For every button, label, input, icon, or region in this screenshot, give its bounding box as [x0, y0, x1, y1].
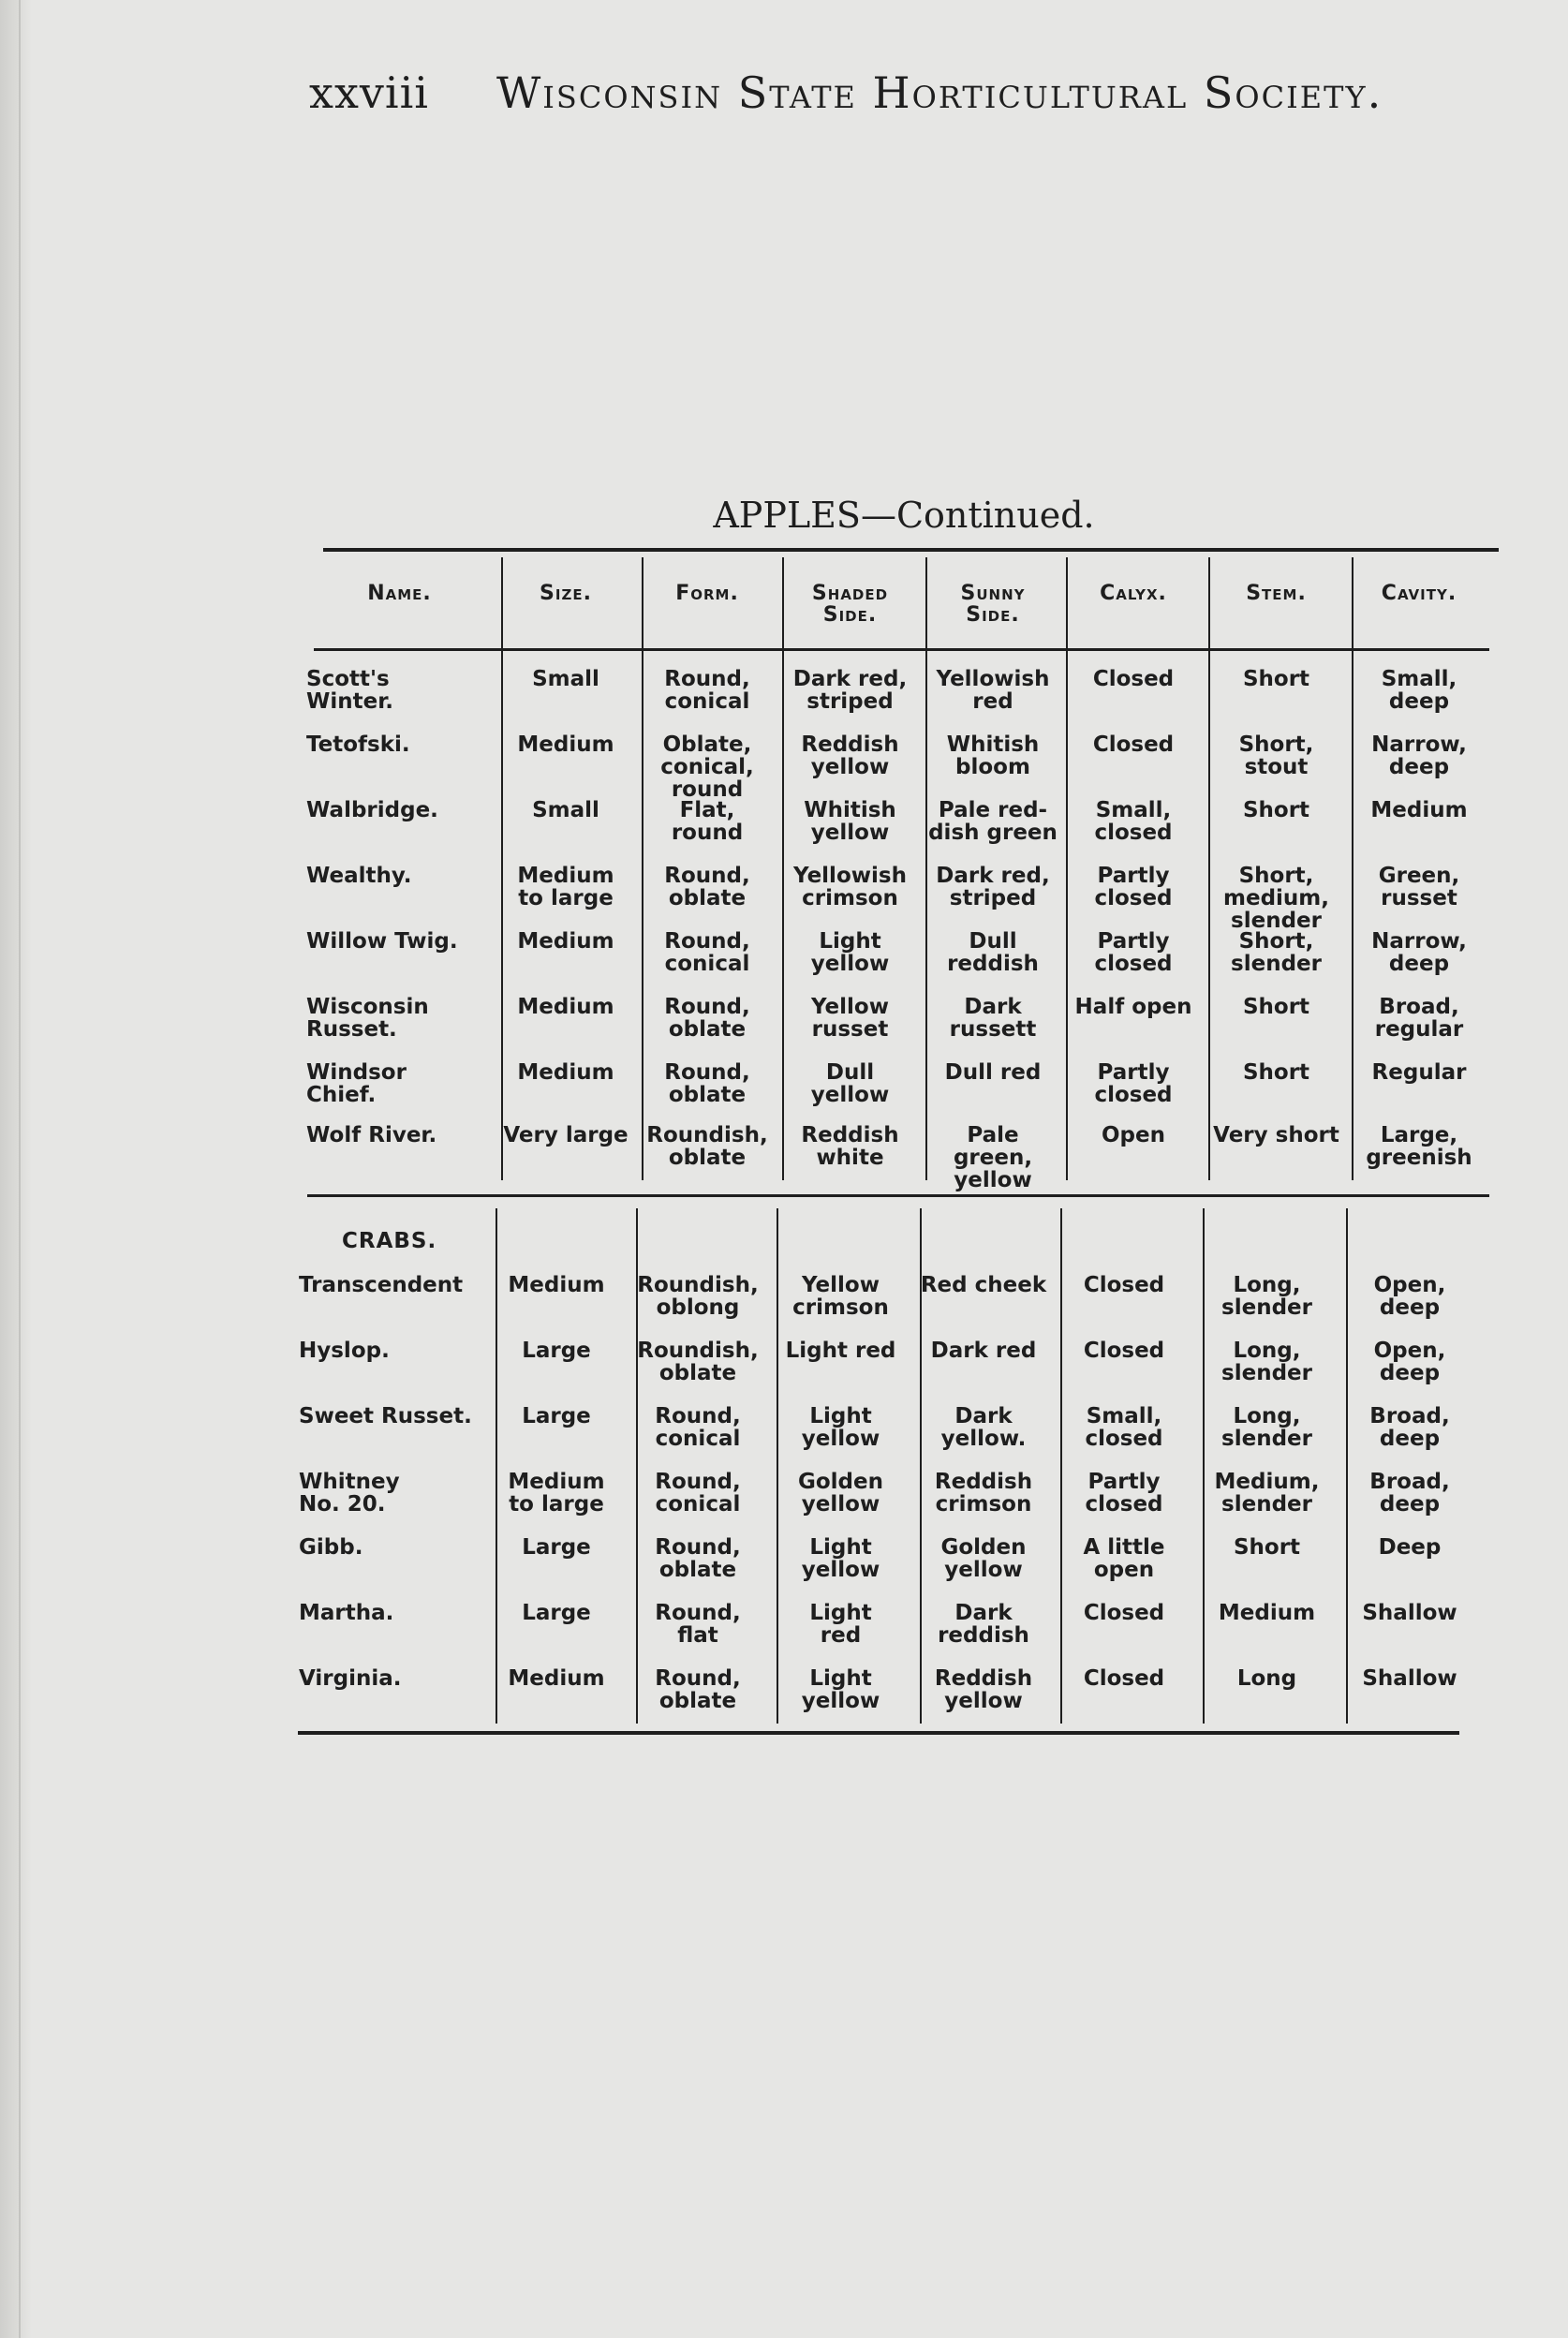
- apple-size: Very large: [503, 1123, 629, 1147]
- crab-shaded-side: Light yellow: [801, 1535, 880, 1582]
- crab-stem: Long, slender: [1221, 1339, 1312, 1385]
- crab-stem: Long: [1236, 1666, 1297, 1691]
- apple-size: Small: [532, 667, 599, 691]
- crab-sunny-side: Dark reddish: [938, 1601, 1029, 1648]
- apple-calyx: Closed: [1092, 732, 1175, 757]
- crab-form: Round, conical: [655, 1404, 741, 1451]
- crab-sunny-side: Red cheek: [920, 1273, 1047, 1297]
- apple-calyx: Partly closed: [1094, 864, 1173, 910]
- apple-shaded-side: Dull yellow: [810, 1060, 890, 1107]
- apple-shaded-side: Reddish white: [801, 1123, 899, 1170]
- apple-form: Flat, round: [671, 798, 744, 845]
- crab-calyx: Partly closed: [1085, 1470, 1163, 1517]
- crab-stem: Medium: [1218, 1601, 1316, 1625]
- apples-bottom-rule: [307, 1194, 1489, 1197]
- crab-name: Transcendent: [299, 1273, 464, 1297]
- column-header-name: Name.: [367, 582, 432, 605]
- apple-name: Tetofski.: [306, 732, 410, 757]
- apple-stem: Short: [1242, 798, 1310, 822]
- crab-cavity: Broad, deep: [1369, 1404, 1450, 1451]
- crab-size: Large: [522, 1535, 591, 1560]
- apple-name: Wisconsin Russet.: [306, 995, 429, 1042]
- apple-cavity: Large, greenish: [1366, 1123, 1472, 1170]
- crab-form: Round, conical: [655, 1470, 741, 1517]
- crab-name: Sweet Russet.: [299, 1404, 472, 1428]
- apple-name: Wolf River.: [306, 1123, 437, 1147]
- crab-cavity: Deep: [1378, 1535, 1442, 1560]
- crab-size: Medium: [508, 1273, 605, 1297]
- apple-stem: Short: [1242, 995, 1310, 1019]
- header-bottom-rule: [314, 648, 1489, 651]
- apple-size: Small: [532, 798, 599, 822]
- column-header-sunny-side: Sunny Side.: [960, 582, 1026, 627]
- crab-shaded-side: Yellow crimson: [792, 1273, 889, 1320]
- crab-stem: Medium, slender: [1214, 1470, 1320, 1517]
- apple-cavity: Broad, regular: [1374, 995, 1464, 1042]
- apple-calyx: Closed: [1092, 667, 1175, 691]
- crab-form: Round, flat: [655, 1601, 741, 1648]
- apple-size: Medium to large: [517, 864, 614, 910]
- apple-name: Walbridge.: [306, 798, 438, 822]
- crab-form: Round, oblate: [655, 1535, 741, 1582]
- table-bottom-rule: [298, 1731, 1459, 1735]
- crab-calyx: A little open: [1083, 1535, 1165, 1582]
- binding-edge: [19, 0, 21, 2338]
- crab-sunny-side: Dark yellow.: [940, 1404, 1027, 1451]
- apple-calyx: Small, closed: [1094, 798, 1173, 845]
- crabs-section-label: CRABS.: [342, 1229, 437, 1253]
- apple-form: Round, oblate: [664, 995, 750, 1042]
- crab-calyx: Closed: [1083, 1666, 1165, 1691]
- column-header-size: Size.: [540, 582, 592, 605]
- crab-cavity: Open, deep: [1373, 1273, 1446, 1320]
- column-header-cavity: Cavity.: [1381, 582, 1457, 605]
- apple-sunny-side: Dull reddish: [947, 929, 1039, 976]
- column-header-shaded-side: Shaded Side.: [811, 582, 889, 627]
- crab-sunny-side: Dark red: [930, 1339, 1037, 1363]
- running-head: [309, 67, 1433, 118]
- apple-stem: Short: [1242, 667, 1310, 691]
- apple-calyx: Partly closed: [1094, 929, 1173, 976]
- crab-calyx: Small, closed: [1085, 1404, 1163, 1451]
- apple-cavity: Narrow, deep: [1371, 929, 1467, 976]
- apple-cavity: Small, deep: [1381, 667, 1457, 714]
- crab-size: Large: [522, 1601, 591, 1625]
- apple-size: Medium: [517, 929, 614, 954]
- apple-form: Round, oblate: [664, 1060, 750, 1107]
- crab-calyx: Closed: [1083, 1601, 1165, 1625]
- crab-cavity: Broad, deep: [1369, 1470, 1450, 1517]
- apple-name: Scott's Winter.: [306, 667, 394, 714]
- apple-shaded-side: Light yellow: [810, 929, 890, 976]
- crab-name: Virginia.: [299, 1666, 402, 1691]
- apple-shaded-side: Whitish yellow: [804, 798, 896, 845]
- apple-shaded-side: Dark red, striped: [792, 667, 908, 714]
- crab-shaded-side: Light yellow: [801, 1666, 880, 1713]
- crab-name: Hyslop.: [299, 1339, 390, 1363]
- column-header-form: Form.: [675, 582, 739, 605]
- crab-form: Round, oblate: [655, 1666, 741, 1713]
- crab-cavity: Shallow: [1362, 1666, 1457, 1691]
- apple-calyx: Open: [1102, 1123, 1165, 1147]
- apple-size: Medium: [517, 732, 614, 757]
- apple-stem: Short, medium, slender: [1223, 864, 1329, 933]
- crab-calyx: Closed: [1083, 1273, 1165, 1297]
- crab-cavity: Open, deep: [1373, 1339, 1446, 1385]
- apple-stem: Short, stout: [1238, 732, 1314, 779]
- running-title: Wisconsin State Horticultural Society.: [496, 67, 1383, 118]
- apple-calyx: Half open: [1074, 995, 1192, 1019]
- crab-sunny-side: Reddish crimson: [934, 1470, 1033, 1517]
- apple-stem: Very short: [1213, 1123, 1339, 1147]
- table-title: APPLES—Continued.: [713, 495, 1095, 536]
- apple-sunny-side: Dark russett: [949, 995, 1037, 1042]
- crab-size: Medium to large: [508, 1470, 605, 1517]
- apple-cavity: Regular: [1371, 1060, 1467, 1085]
- crab-name: Whitney No. 20.: [299, 1470, 400, 1517]
- crab-shaded-side: Light red: [809, 1601, 872, 1648]
- apple-form: Round, conical: [664, 929, 750, 976]
- crab-shaded-side: Light red: [785, 1339, 896, 1363]
- apple-cavity: Green, russet: [1378, 864, 1460, 910]
- apple-form: Round, conical: [664, 667, 750, 714]
- apple-size: Medium: [517, 995, 614, 1019]
- apple-sunny-side: Yellowish red: [936, 667, 1050, 714]
- page-spine-shadow: [0, 0, 32, 2338]
- column-header-calyx: Calyx.: [1100, 582, 1167, 605]
- apple-stem: Short, slender: [1231, 929, 1322, 976]
- apple-name: Wealthy.: [306, 864, 412, 888]
- crab-cavity: Shallow: [1362, 1601, 1457, 1625]
- crab-size: Large: [522, 1404, 591, 1428]
- crab-form: Roundish, oblate: [637, 1339, 759, 1385]
- apple-cavity: Narrow, deep: [1371, 732, 1467, 779]
- crab-stem: Short: [1233, 1535, 1301, 1560]
- apple-form: Roundish, oblate: [646, 1123, 768, 1170]
- crab-shaded-side: Light yellow: [801, 1404, 880, 1451]
- crab-stem: Long, slender: [1221, 1273, 1312, 1320]
- crab-sunny-side: Reddish yellow: [934, 1666, 1033, 1713]
- apple-form: Round, oblate: [664, 864, 750, 910]
- apple-sunny-side: Whitish bloom: [946, 732, 1040, 779]
- crab-sunny-side: Golden yellow: [940, 1535, 1027, 1582]
- table-top-rule: [323, 548, 1499, 552]
- apple-shaded-side: Yellow russet: [811, 995, 889, 1042]
- apple-shaded-side: Reddish yellow: [801, 732, 899, 779]
- crab-size: Medium: [508, 1666, 605, 1691]
- apple-sunny-side: Pale red- dish green: [928, 798, 1058, 845]
- apple-name: Windsor Chief.: [306, 1060, 407, 1107]
- page-number: xxviii: [309, 67, 430, 118]
- apple-stem: Short: [1242, 1060, 1310, 1085]
- column-header-stem: Stem.: [1246, 582, 1307, 605]
- crab-shaded-side: Golden yellow: [797, 1470, 883, 1517]
- apple-calyx: Partly closed: [1094, 1060, 1173, 1107]
- crab-name: Gibb.: [299, 1535, 363, 1560]
- apple-sunny-side: Dull red: [944, 1060, 1042, 1085]
- apple-form: Oblate, conical, round: [660, 732, 754, 802]
- apple-sunny-side: Dark red, striped: [936, 864, 1050, 910]
- apple-shaded-side: Yellowish crimson: [793, 864, 907, 910]
- crab-stem: Long, slender: [1221, 1404, 1312, 1451]
- crab-form: Roundish, oblong: [637, 1273, 759, 1320]
- apple-name: Willow Twig.: [306, 929, 458, 954]
- crab-name: Martha.: [299, 1601, 394, 1625]
- apple-size: Medium: [517, 1060, 614, 1085]
- apple-sunny-side: Pale green, yellow: [953, 1123, 1033, 1192]
- apple-cavity: Medium: [1370, 798, 1468, 822]
- crab-calyx: Closed: [1083, 1339, 1165, 1363]
- crab-size: Large: [522, 1339, 591, 1363]
